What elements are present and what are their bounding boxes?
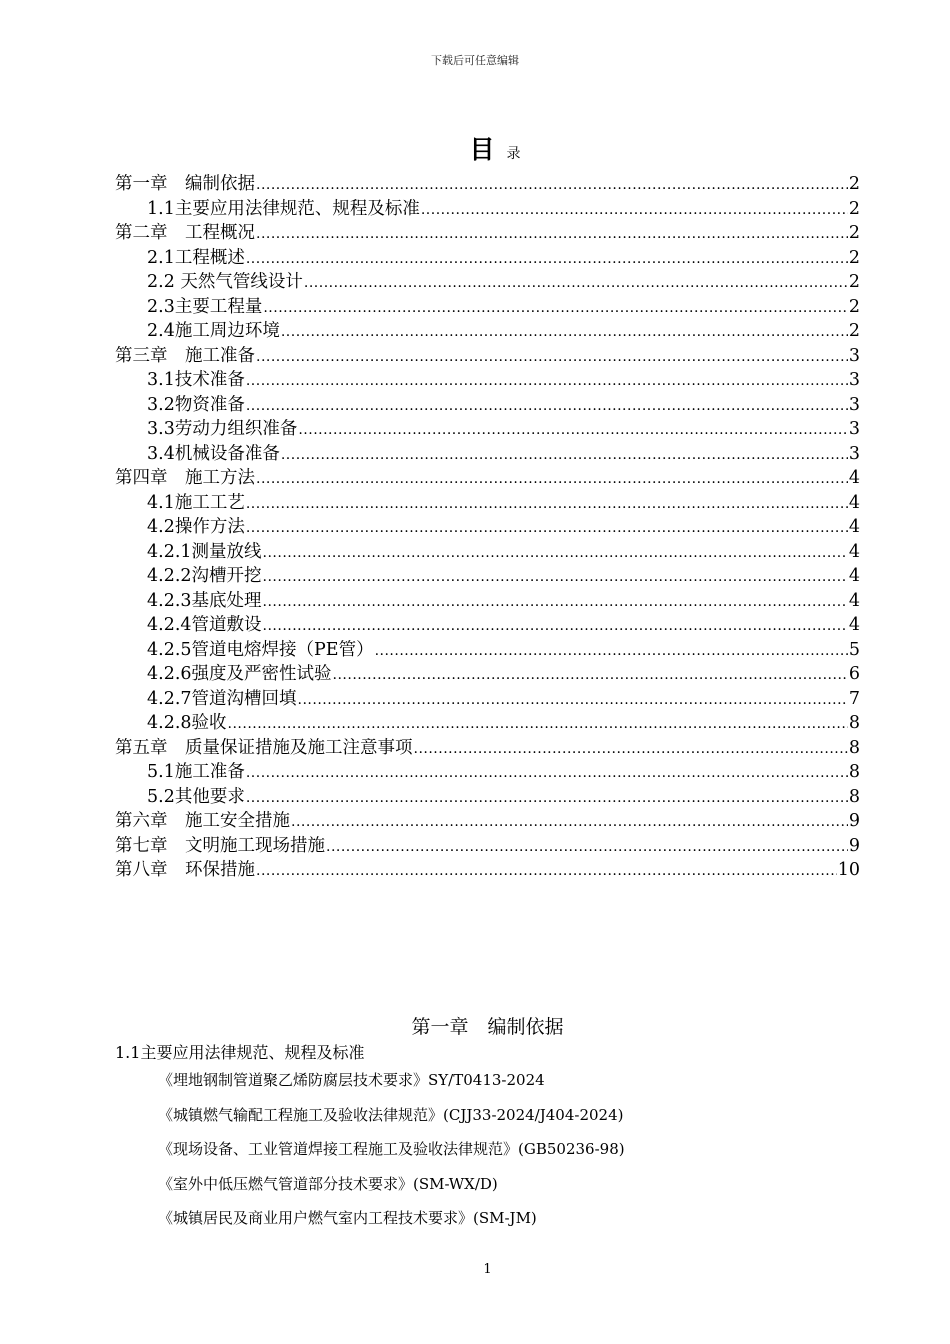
toc-entry-label: 4.2.1测量放线 — [147, 541, 262, 562]
toc-entry[interactable] — [115, 344, 860, 369]
reference-list — [158, 1070, 898, 1243]
toc-entry-label: 第二章 工程概况 — [115, 223, 255, 243]
toc-entry-page: 8 — [848, 737, 860, 758]
toc-entry-page: 3 — [848, 394, 860, 415]
toc-title-secondary: 录 — [506, 146, 521, 162]
toc-entry-page: 3 — [848, 345, 860, 366]
toc-leader-dots — [414, 737, 848, 762]
toc-entry[interactable] — [115, 613, 860, 638]
toc-leader-dots — [304, 271, 848, 296]
reference-item: 《城镇燃气输配工程施工及验收法律规范》(CJJ33-2024/J404-2024) — [158, 1105, 624, 1124]
toc-entry[interactable] — [115, 785, 860, 810]
toc-entry-label: 第四章 施工方法 — [115, 468, 255, 488]
toc-entry-page: 3 — [848, 419, 860, 439]
toc-entry[interactable] — [115, 466, 860, 491]
toc-leader-dots — [256, 467, 848, 492]
toc-entry-page: 8 — [848, 762, 860, 782]
page-number: 1 — [483, 1262, 492, 1277]
toc-entry[interactable] — [115, 368, 860, 393]
toc-entry-page: 3 — [848, 443, 860, 464]
toc-entry-page: 9 — [848, 835, 860, 856]
toc-entry-page: 3 — [848, 370, 860, 390]
toc-entry-label: 2.1工程概述 — [147, 247, 245, 268]
toc-entry-page: 4 — [848, 468, 860, 488]
toc-entry[interactable] — [115, 687, 860, 712]
toc-entry[interactable] — [115, 491, 860, 516]
toc-leader-dots — [246, 786, 848, 811]
toc-leader-dots — [246, 394, 848, 419]
toc-entry-page: 2 — [848, 321, 860, 341]
toc-leader-dots — [256, 345, 848, 370]
toc-entry-label: 4.1施工工艺 — [147, 492, 245, 513]
toc-entry-page: 4 — [848, 615, 860, 635]
toc-leader-dots — [256, 222, 848, 247]
chapter-heading: 第一章 编制依据 — [411, 1016, 564, 1038]
toc-entry[interactable] — [115, 638, 860, 663]
toc-entry-label: 4.2操作方法 — [147, 517, 245, 537]
toc-entry-label: 4.2.7管道沟槽回填 — [147, 688, 297, 709]
reference-item: 《城镇居民及商业用户燃气室内工程技术要求》(SM-JM) — [158, 1209, 537, 1227]
toc-entry-page: 8 — [848, 713, 860, 733]
toc-entry-label: 2.4施工周边环境 — [147, 321, 280, 341]
toc-entry[interactable] — [115, 197, 860, 222]
toc-entry[interactable] — [115, 442, 860, 467]
toc-entry-label: 3.3劳动力组织准备 — [147, 419, 298, 439]
toc-entry-page: 4 — [848, 492, 860, 513]
toc-entry[interactable] — [115, 858, 860, 883]
toc-entry-label: 3.2物资准备 — [147, 394, 245, 415]
toc-leader-dots — [256, 859, 837, 884]
toc-entry[interactable] — [115, 834, 860, 859]
toc-entry-page: 9 — [848, 811, 860, 831]
toc-entry-page: 5 — [848, 639, 860, 660]
toc-entry[interactable] — [115, 711, 860, 736]
toc-entry-label: 3.4机械设备准备 — [147, 443, 280, 464]
reference-item: 《室外中低压燃气管道部分技术要求》(SM-WX/D) — [158, 1174, 498, 1193]
toc-entry-label: 4.2.8验收 — [147, 713, 227, 733]
toc-entry-label: 第八章 环保措施 — [115, 860, 255, 880]
toc-leader-dots — [298, 418, 848, 443]
toc-entry-label: 4.2.4管道敷设 — [147, 615, 262, 635]
toc-entry-label: 第三章 施工准备 — [115, 345, 255, 366]
toc-entry-page: 4 — [848, 566, 860, 586]
toc-entry-label: 4.2.5管道电熔焊接（PE管） — [147, 639, 374, 660]
toc-entry[interactable] — [115, 515, 860, 540]
toc-title-main: 目 — [469, 135, 495, 164]
toc-entry-page: 8 — [848, 786, 860, 807]
toc-entry[interactable] — [115, 270, 860, 295]
toc-entry[interactable] — [115, 393, 860, 418]
toc-leader-dots — [263, 296, 848, 321]
toc-entry-page: 6 — [848, 664, 860, 684]
toc-entry-label: 5.1施工准备 — [147, 762, 245, 782]
toc-entry[interactable] — [115, 589, 860, 614]
toc-entry-label: 4.2.2沟槽开挖 — [147, 566, 262, 586]
toc-entry-page: 2 — [848, 247, 860, 268]
toc-entry-label: 第六章 施工安全措施 — [115, 811, 290, 831]
toc-leader-dots — [263, 590, 848, 615]
toc-leader-dots — [228, 712, 848, 737]
toc-entry[interactable] — [115, 736, 860, 761]
toc-leader-dots — [281, 443, 848, 468]
toc-leader-dots — [263, 541, 848, 566]
toc-entry-page: 2 — [848, 223, 860, 243]
toc-entry[interactable] — [115, 760, 860, 785]
toc-leader-dots — [256, 173, 848, 198]
toc-entry[interactable] — [115, 662, 860, 687]
toc-entry-label: 4.2.6强度及严密性试验 — [147, 664, 332, 684]
toc-entry-label: 第一章 编制依据 — [115, 174, 255, 194]
toc-leader-dots — [298, 688, 848, 713]
toc-entry-label: 3.1技术准备 — [147, 370, 245, 390]
toc-leader-dots — [281, 320, 848, 345]
toc-leader-dots — [246, 761, 848, 786]
toc-entry-label: 4.2.3基底处理 — [147, 590, 262, 611]
toc-leader-dots — [291, 810, 848, 835]
toc-entry-page: 7 — [848, 688, 860, 709]
page-header: 下载后可任意编辑 — [431, 54, 519, 67]
toc-entry-page: 2 — [848, 198, 860, 219]
toc-entry-label: 2.2 天然气管线设计 — [147, 272, 303, 292]
toc-leader-dots — [263, 614, 848, 639]
toc-entry[interactable] — [115, 540, 860, 565]
toc-leader-dots — [375, 639, 848, 664]
toc-entry[interactable] — [115, 809, 860, 834]
toc-leader-dots — [246, 247, 848, 272]
toc-entry-page: 10 — [837, 860, 860, 880]
toc-leader-dots — [246, 369, 848, 394]
toc-entry[interactable] — [115, 417, 860, 442]
toc-entry-label: 1.1主要应用法律规范、规程及标准 — [147, 198, 420, 219]
toc-entry-page: 2 — [848, 174, 860, 194]
toc-entry[interactable] — [115, 246, 860, 271]
toc-entry[interactable] — [115, 295, 860, 320]
toc-entry[interactable] — [115, 319, 860, 344]
toc-leader-dots — [421, 198, 848, 223]
toc-entry[interactable] — [115, 564, 860, 589]
reference-item: 《埋地钢制管道聚乙烯防腐层技术要求》SY/T0413-2024 — [158, 1071, 545, 1089]
toc-entry[interactable] — [115, 172, 860, 197]
toc-title — [0, 130, 950, 166]
toc-entry-label: 2.3主要工程量 — [147, 296, 263, 317]
toc-leader-dots — [333, 663, 848, 688]
toc-leader-dots — [263, 565, 848, 590]
toc-entry-page: 2 — [848, 296, 860, 317]
toc-entry-page: 4 — [848, 541, 860, 562]
toc-entry[interactable] — [115, 221, 860, 246]
toc-entry-page: 4 — [848, 590, 860, 611]
toc-leader-dots — [326, 835, 848, 860]
toc-leader-dots — [246, 492, 848, 517]
toc-entry-page: 2 — [848, 272, 860, 292]
section-heading: 1.1主要应用法律规范、规程及标准 — [115, 1043, 365, 1062]
toc-entry-label: 第七章 文明施工现场措施 — [115, 835, 325, 856]
toc-entry-label: 第五章 质量保证措施及施工注意事项 — [115, 737, 413, 758]
toc-entry-label: 5.2其他要求 — [147, 786, 245, 807]
reference-item: 《现场设备、工业管道焊接工程施工及验收法律规范》(GB50236-98) — [158, 1140, 625, 1158]
toc-entry-page: 4 — [848, 517, 860, 537]
table-of-contents — [115, 172, 860, 883]
toc-leader-dots — [246, 516, 848, 541]
